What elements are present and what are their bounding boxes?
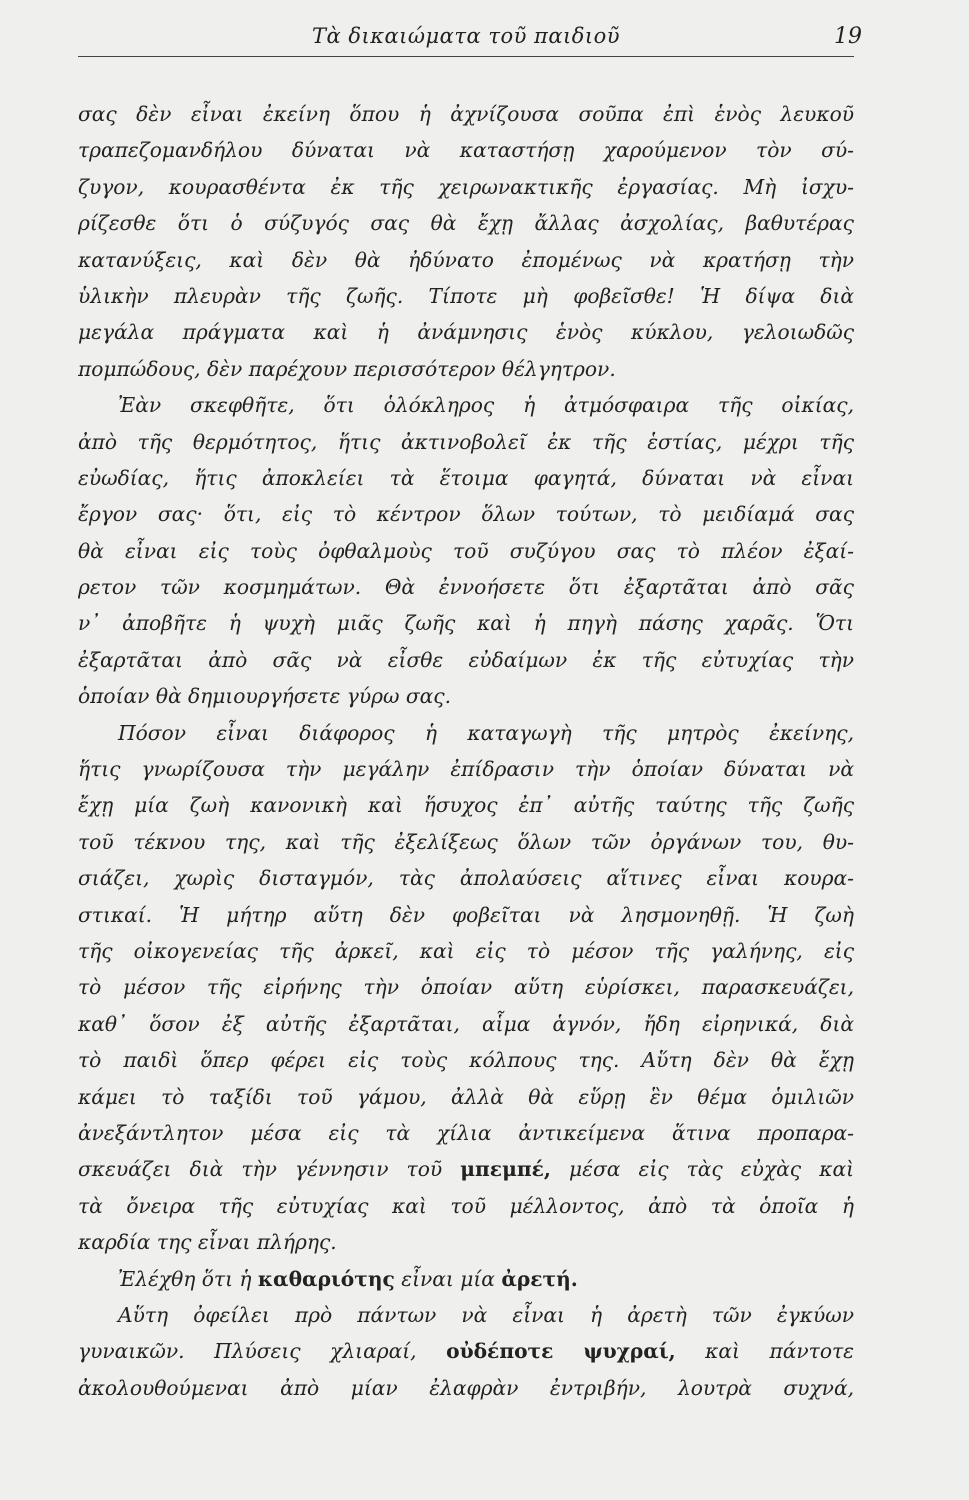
text-line-with-bold <box>78 1333 854 1369</box>
text-line: ἐξαρτᾶται ἀπὸ σᾶς νὰ εἶσθε εὐδαίμων ἐκ τῆς εὐτυχίας τὴν <box>78 647 854 672</box>
text-line: τοῦ τέκνου της, καὶ τῆς ἐξελίξεως ὅλων τῶν ὀργάνων του, θυ- <box>78 829 854 854</box>
paragraph-first-line: Αὕτη ὀφείλει πρὸ πάντων νὰ εἶναι ἡ ἀρετὴ τῶν ἐγκύων <box>118 1302 854 1327</box>
text-line: καρδία της εἶναι πλήρης. <box>78 1230 337 1255</box>
text-line: ζυγον, κουρασθέντα ἐκ τῆς χειρωνακτικῆς ἐργασίας. Μὴ ἰσχυ- <box>78 174 854 199</box>
paragraph-first-line: Πόσον εἶναι διάφορος ἡ καταγωγὴ τῆς μητρὸς ἐκείνης, <box>118 720 854 745</box>
text-run: Ἐλέχθη ὅτι ἡ <box>118 1266 258 1291</box>
text-line: ἀκολουθούμεναι ἀπὸ μίαν ἐλαφρὰν ἐντριβήν, λουτρὰ συχνά, <box>78 1375 854 1400</box>
bold-term: μπεμπέ, <box>460 1157 551 1182</box>
text-line: ἀπὸ τῆς θερμότητος, ἥτις ἀκτινοβολεῖ ἐκ τῆς ἑστίας, μέχρι τῆς <box>78 429 854 454</box>
text-line: καθ᾿ ὅσον ἐξ αὐτῆς ἐξαρτᾶται, αἷμα ἁγνόν, ἤδη εἰρηνικά, διὰ <box>78 1011 854 1036</box>
text-line: ν᾿ ἀποβῆτε ἡ ψυχὴ μιᾶς ζωῆς καὶ ἡ πηγὴ πάσης χαρᾶς. Ὅτι <box>78 611 854 636</box>
text-line: κάμει τὸ ταξίδι τοῦ γάμου, ἀλλὰ θὰ εὕρῃ ἓν θέμα ὁμιλιῶν <box>78 1084 854 1109</box>
paragraph-first-line: Ἐὰν σκεφθῆτε, ὅτι ὁλόκληρος ἡ ἀτμόσφαιρα τῆς οἰκίας, <box>118 393 854 418</box>
text-run: εἶναι μία <box>394 1266 502 1291</box>
paragraph-first-line <box>78 1261 854 1297</box>
text-line: ὁποίαν θὰ δημιουργήσετε γύρω σας. <box>78 684 452 709</box>
text-line: ἀνεξάντλητον μέσα εἰς τὰ χίλια ἀντικείμενα ἅτινα προπαρα- <box>78 1120 854 1145</box>
text-line: ἥτις γνωρίζουσα τὴν μεγάλην ἐπίδρασιν τὴν ὁποίαν δύναται νὰ <box>78 757 854 782</box>
text-line: τὸ μέσον τῆς εἰρήνης τὴν ὁποίαν αὕτη εὑρίσκει, παρασκευάζει, <box>78 975 854 1000</box>
page-number: 19 <box>834 24 862 49</box>
text-line: κατανύξεις, καὶ δὲν θὰ ἠδύνατο ἐπομένως νὰ κρατήσῃ τὴν <box>78 247 854 272</box>
text-line: σιάζει, χωρὶς δισταγμόν, τὰς ἀπολαύσεις αἵτινες εἶναι κουρα- <box>78 866 854 891</box>
page-header <box>78 20 862 57</box>
text-line: τὸ παιδὶ ὅπερ φέρει εἰς τοὺς κόλπους της. Αὕτη δὲν θὰ ἔχῃ <box>78 1048 854 1073</box>
text-line: ρετον τῶν κοσμημάτων. Θὰ ἐννοήσετε ὅτι ἐξαρτᾶται ἀπὸ σᾶς <box>78 575 854 600</box>
text-line: ἔργον σας· ὅτι, εἰς τὸ κέντρον ὅλων τούτων, τὸ μειδίαμά σας <box>78 502 854 527</box>
running-title: Τὰ δικαιώματα τοῦ παιδιοῦ <box>311 24 621 48</box>
text-run: μέσα εἰς τὰς εὐχὰς καὶ <box>550 1157 854 1182</box>
bold-term: οὐδέποτε ψυχραί, <box>446 1339 676 1364</box>
text-run: σκευάζει διὰ τὴν γέννησιν τοῦ <box>78 1157 461 1182</box>
text-line: τῆς οἰκογενείας τῆς ἀρκεῖ, καὶ εἰς τὸ μέσον τῆς γαλήνης, εἰς <box>78 938 854 963</box>
bold-term: ἀρετή. <box>501 1266 578 1291</box>
text-line: εὐωδίας, ἥτις ἀποκλείει τὰ ἕτοιμα φαγητά, δύναται νὰ εἶναι <box>78 465 854 490</box>
text-line: σας δὲν εἶναι ἐκείνη ὅπου ἡ ἀχνίζουσα σοῦπα ἐπὶ ἑνὸς λευκοῦ <box>78 102 854 126</box>
body-text <box>78 96 854 1406</box>
text-line: στικαί. Ἡ μήτηρ αὕτη δὲν φοβεῖται νὰ λησμονηθῇ. Ἡ ζωὴ <box>78 902 854 927</box>
text-run: καὶ πάντοτε <box>675 1339 854 1364</box>
text-line: τὰ ὄνειρα τῆς εὐτυχίας καὶ τοῦ μέλλοντος, ἀπὸ τὰ ὁποῖα ἡ <box>78 1193 854 1218</box>
text-run: γυναικῶν. Πλύσεις χλιαραί, <box>78 1339 447 1364</box>
bold-term: καθαριότης <box>257 1266 395 1291</box>
text-line: μεγάλα πράγματα καὶ ἡ ἀνάμνησις ἑνὸς κύκλου, γελοιωδῶς <box>78 320 854 345</box>
text-line-with-bold <box>78 1151 854 1187</box>
text-line: θὰ εἶναι εἰς τοὺς ὀφθαλμοὺς τοῦ συζύγου σας τὸ πλέον ἐξαί- <box>78 538 854 563</box>
text-line: πομπώδους, δὲν παρέχουν περισσότερον θέλγητρον. <box>78 356 616 381</box>
text-line: τραπεζομανδήλου δύναται νὰ καταστήσῃ χαρούμενον τὸν σύ- <box>78 138 854 163</box>
text-line: ἔχῃ μία ζωὴ κανονικὴ καὶ ἥσυχος ἐπ᾿ αὐτῆς ταύτης τῆς ζωῆς <box>78 793 854 818</box>
text-line: ρίζεσθε ὅτι ὁ σύζυγός σας θὰ ἔχῃ ἄλλας ἀσχολίας, βαθυτέρας <box>78 211 854 236</box>
text-line: ὑλικὴν πλευρὰν τῆς ζωῆς. Τίποτε μὴ φοβεῖσθε! Ἡ δίψα διὰ <box>78 283 854 308</box>
